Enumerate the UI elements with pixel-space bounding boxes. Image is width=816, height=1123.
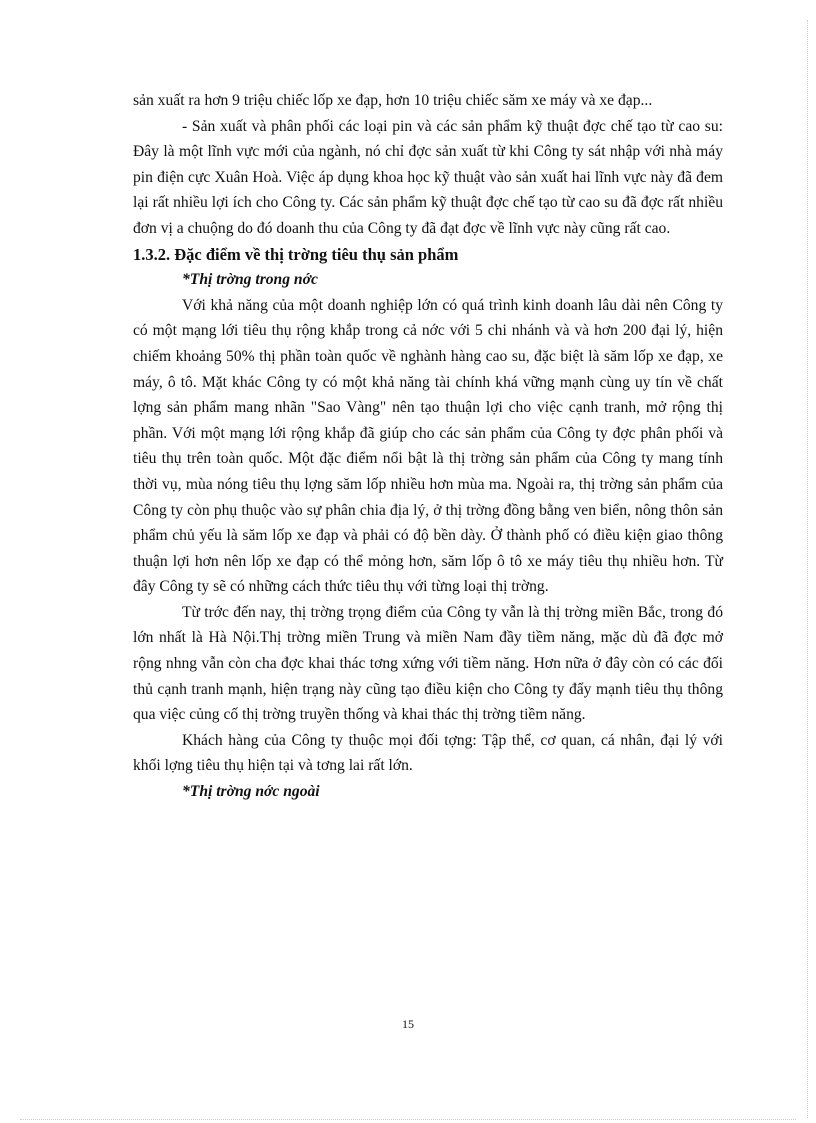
paragraph-1: sản xuất ra hơn 9 triệu chiếc lốp xe đạp, hơn 10 triệu chiếc săm xe máy và xe đạp... xyxy=(133,92,653,109)
paragraph-5: Khách hàng của Công ty thuộc mọi đối tợng: Tập thể, cơ quan, cá nhân, đại lý với khối lợng tiêu thụ hiện tại và tơng lai rất lớn. xyxy=(133,731,723,775)
page-bottom-border xyxy=(20,1119,796,1120)
page-number: 15 xyxy=(402,1017,414,1031)
paragraph-3: Với khả năng của một doanh nghiệp lớn có quá trình kinh doanh lâu dài nên Công ty có một mạng lới tiêu thụ rộng khắp trong cả nớc với 5 chi nhánh và và hơn 200 đại lý, hiện chiếm khoảng 50% thị phần toàn quốc về nghành hàng cao su, đặc biệt là săm lốp xe đạp, xe máy, ô tô. Mặt khác Công ty có một khả năng tài chính khá vững mạnh cùng uy tín về chất lợng sản phẩm mang nhãn "Sao Vàng" nên tạo thuận lợi cho việc cạnh tranh, mở rộng thị phần. Với một mạng lới rộng khắp đã giúp cho các sản phẩm của Công ty đợc phân phối và tiêu thụ trên toàn quốc. Một đặc điểm nổi bật là thị trờng sản phẩm của Công ty mang tính thời vụ, mùa nóng tiêu thụ lợng săm lốp nhiều hơn mùa ma. Ngoài ra, thị trờng sản phẩm của Công ty còn phụ thuộc vào sự phân chia địa lý, ở thị trờng đồng bằng ven biển, nông thôn sản phẩm chủ yếu là săm lốp xe đạp và phải có độ bền dày. Ở thành phố có điều kiện giao thông thuận lợi hơn nên lốp xe đạp có thể mỏng hơn, săm lốp ô tô xe máy tiêu thụ nhiều hơn. Từ đây Công ty sẽ có những cách thức tiêu thụ với từng loại thị trờng. xyxy=(133,296,723,596)
section-heading: 1.3.2. Đặc điểm về thị trờng tiêu thụ sản phẩm xyxy=(133,244,459,264)
paragraph-4: Từ trớc đến nay, thị trờng trọng điểm của Công ty vẫn là thị trờng miền Bắc, trong đó lớn nhất là Hà Nội.Thị trờng miền Trung và miền Nam đầy tiềm năng, mặc dù đã đợc mở rộng nhng vẫn còn cha đợc khai thác tơng xứng với tiềm năng. Hơn nữa ở đây còn có các đối thủ cạnh tranh mạnh, hiện trạng này cũng tạo điều kiện cho Công ty đẩy mạnh tiêu thụ thông qua việc củng cố thị trờng truyền thống và khai thác thị trờng tiềm năng. xyxy=(133,603,723,724)
document-body xyxy=(133,88,723,805)
subheading-domestic-market: *Thị trờng trong nớc xyxy=(182,271,318,289)
paragraph-2: - Sản xuất và phân phối các loại pin và các sản phẩm kỹ thuật đợc chế tạo từ cao su: Đây là một lĩnh vực mới của ngành, nó chỉ đợc sản xuất từ khi Công ty sát nhập với nhà máy pin điện cực Xuân Hoà. Việc áp dụng khoa học kỹ thuật vào sản xuất hai lĩnh vực này đã đem lại rất nhiều lợi ích cho Công ty. Các sản phẩm kỹ thuật đợc chế tạo từ cao su đã đợc rất nhiều đơn vị a chuộng do đó doanh thu của Công ty đã đạt đợc về lĩnh vực này cũng rất cao. xyxy=(133,117,723,237)
subheading-foreign-market: *Thị trờng nớc ngoài xyxy=(182,783,320,801)
page-right-border xyxy=(807,20,808,1118)
